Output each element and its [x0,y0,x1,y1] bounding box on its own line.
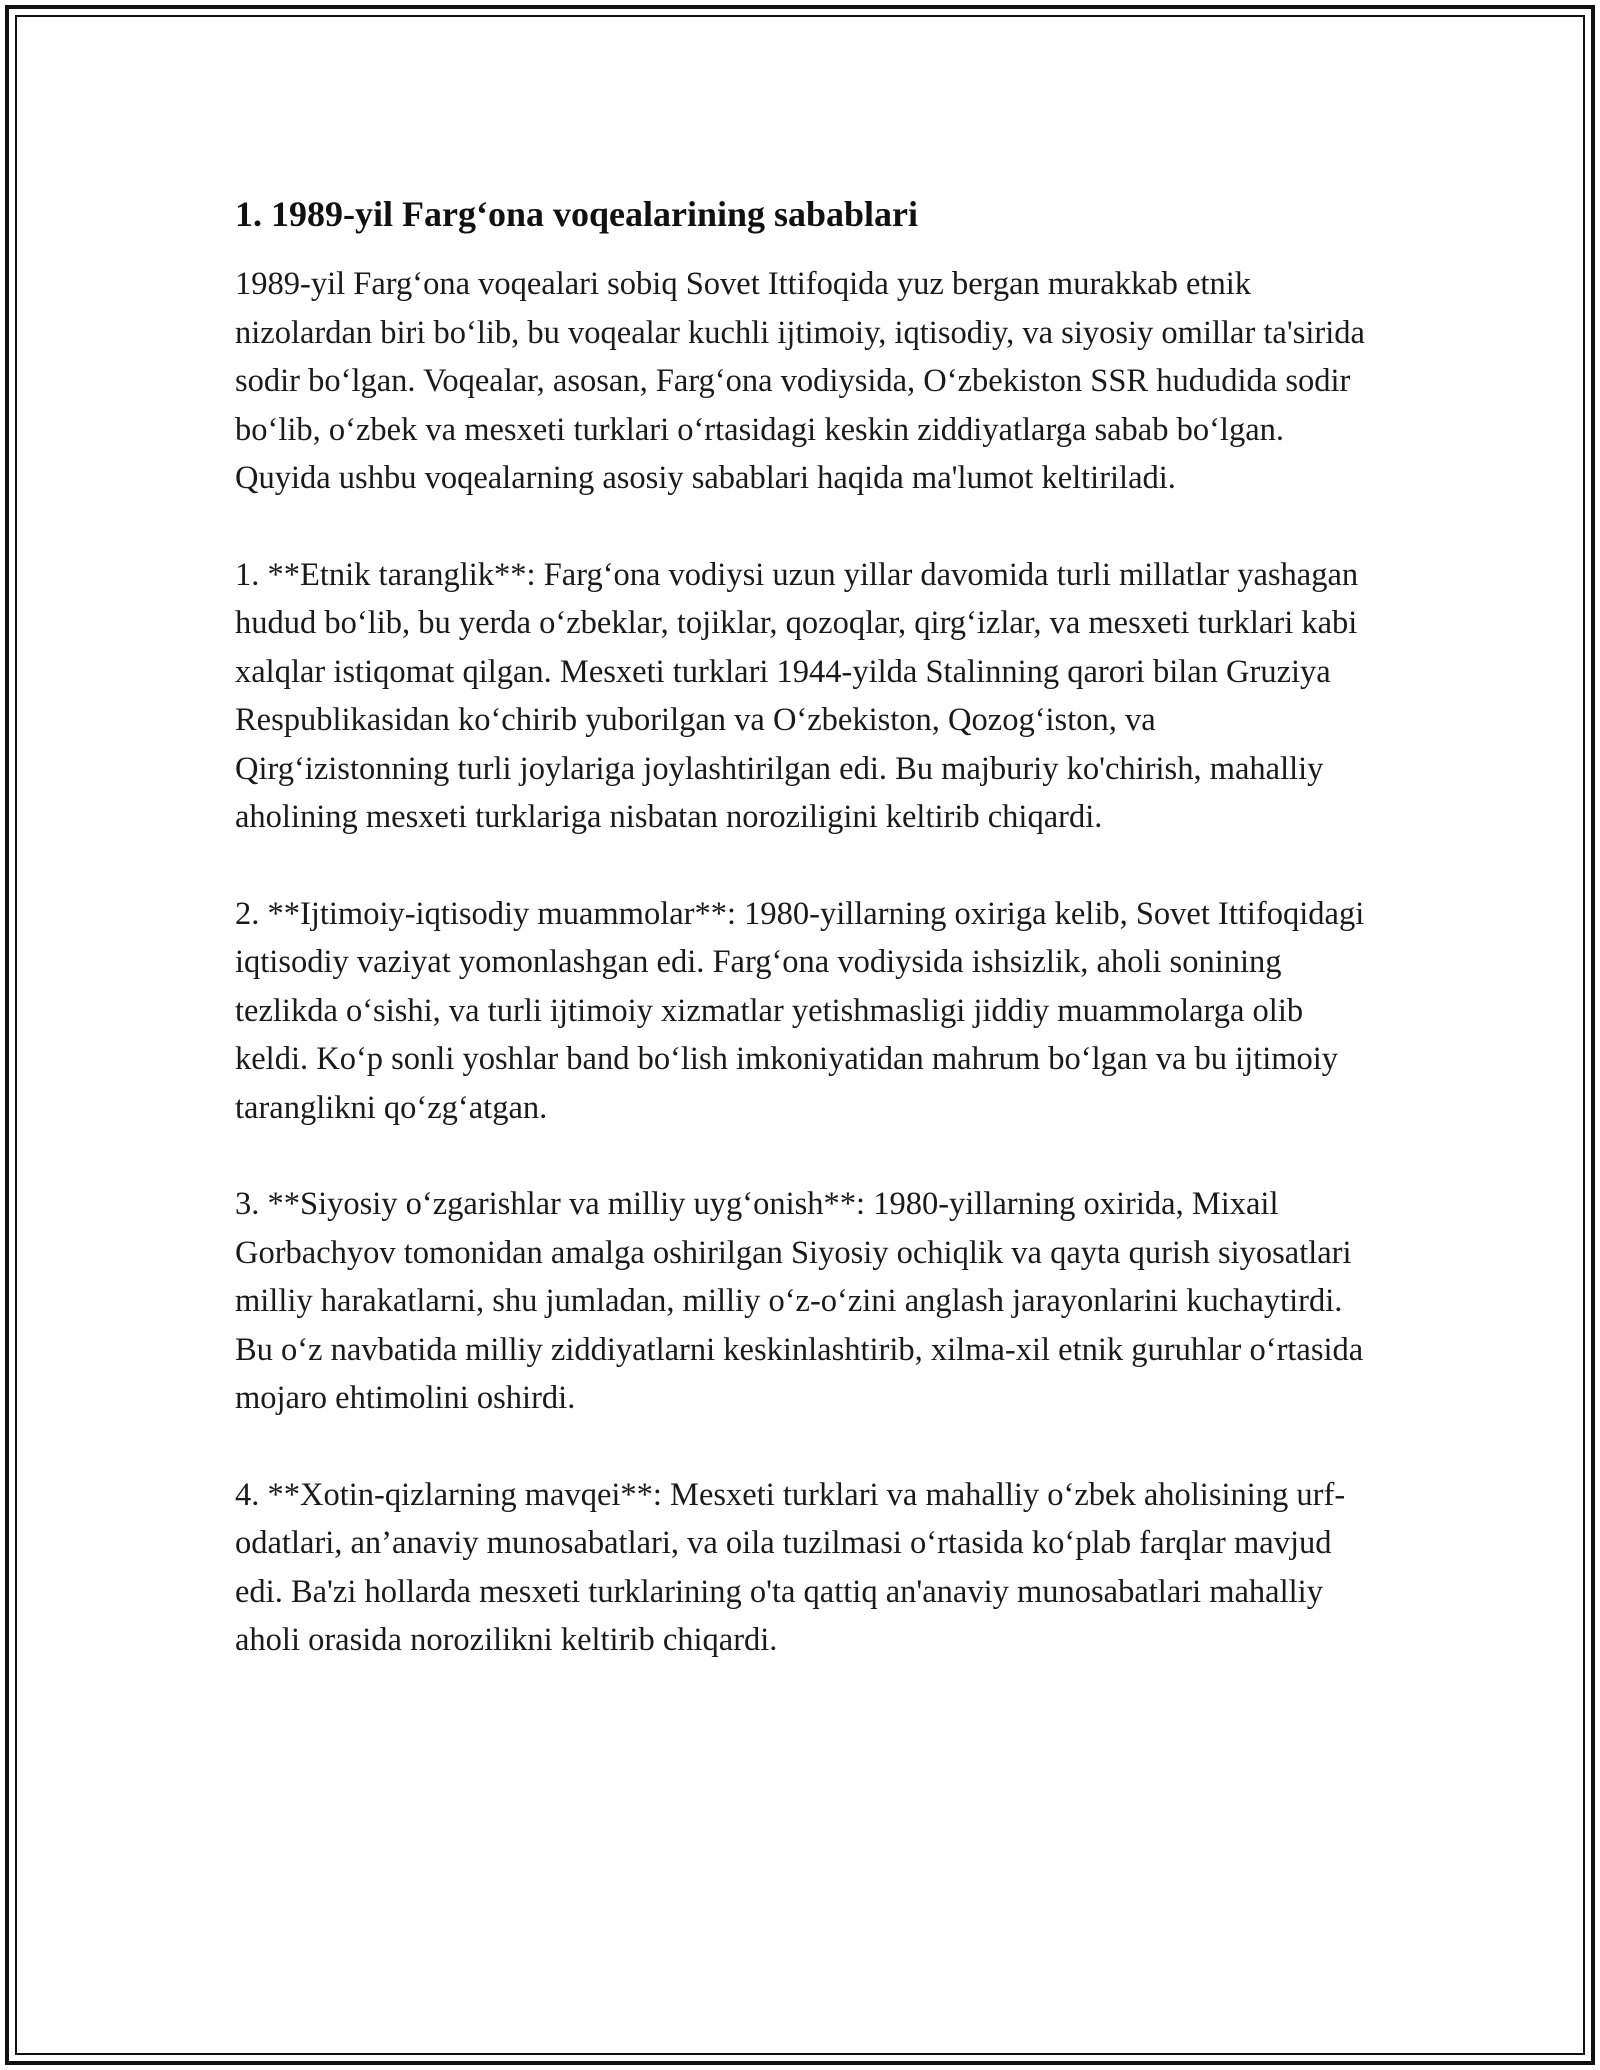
paragraph-ethnic-tension: 1. **Etnik taranglik**: Farg‘ona vodiysi uzun yillar davomida turli millatlar yashagan hudud bo‘lib, bu yerda o‘zbeklar, tojiklar, qozoqlar, qirg‘izlar, va mesxeti turklari kabi xalqlar istiqomat qilgan. Mesxeti turklari 1944-yilda Stalinning qarori bilan Gruziya Respublikasidan ko‘chirib yuborilgan va O‘zbekiston, Qozog‘iston, va Qirg‘izistonning turli joylariga joylashtirilgan edi. Bu majburiy ko'chirish, mahalliy aholining mesxeti turklariga nisbatan noroziligini keltirib chiqardi. [235,556,1359,835]
paragraph-womens-status: 4. **Xotin-qizlarning mavqei**: Mesxeti turklari va mahalliy o‘zbek aholisining urf-odatlari, an’anaviy munosabatlari, va oila tuzilmasi o‘rtasida ko‘plab farqlar mavjud edi. Ba'zi hollarda mesxeti turklarining o'ta qattiq an'anaviy munosabatlari mahalliy aholi orasida norozilikni keltirib chiqardi. [235,1476,1346,1658]
section-heading: 1. 1989-yil Farg‘ona voqealarining sabablari [235,194,919,234]
paragraph-political-changes: 3. **Siyosiy o‘zgarishlar va milliy uyg‘onish**: 1980-yillarning oxirida, Mixail Gorbachyov tomonidan amalga oshirilgan Siyosiy ochiqlik va qayta qurish siyosatlari milliy harakatlarni, shu jumladan, milliy o‘z-o‘zini anglash jarayonlarini kuchaytirdi. Bu o‘z navbatida milliy ziddiyatlarni keskinlashtirib, xilma-xil etnik guruhlar o‘rtasida mojaro ehtimolini oshirdi. [235,1186,1364,1416]
document-body [235,186,1375,1713]
paragraph-socioeconomic-problems: 2. **Ijtimoiy-iqtisodiy muammolar**: 1980-yillarning oxiriga kelib, Sovet Ittifoqidagi iqtisodiy vaziyat yomonlashgan edi. Farg‘ona vodiysida ishsizlik, aholi sonining tezlikda o‘sishi, va turli ijtimoiy xizmatlar yetishmasligi jiddiy muammolarga olib keldi. Ko‘p sonli yoshlar band bo‘lish imkoniyatidan mahrum bo‘lgan va bu ijtimoiy taranglikni qo‘zg‘atgan. [235,895,1365,1126]
intro-paragraph: 1989-yil Farg‘ona voqealari sobiq Sovet Ittifoqida yuz bergan murakkab etnik nizolardan biri bo‘lib, bu voqealar kuchli ijtimoiy, iqtisodiy, va siyosiy omillar ta'sirida sodir bo‘lgan. Voqealar, asosan, Farg‘ona vodiysida, O‘zbekiston SSR hududida sodir bo‘lib, o‘zbek va mesxeti turklari o‘rtasidagi keskin ziddiyatlarga sabab bo‘lgan. Quyida ushbu voqealarning asosiy sabablari haqida ma'lumot keltiriladi. [235,266,1365,496]
